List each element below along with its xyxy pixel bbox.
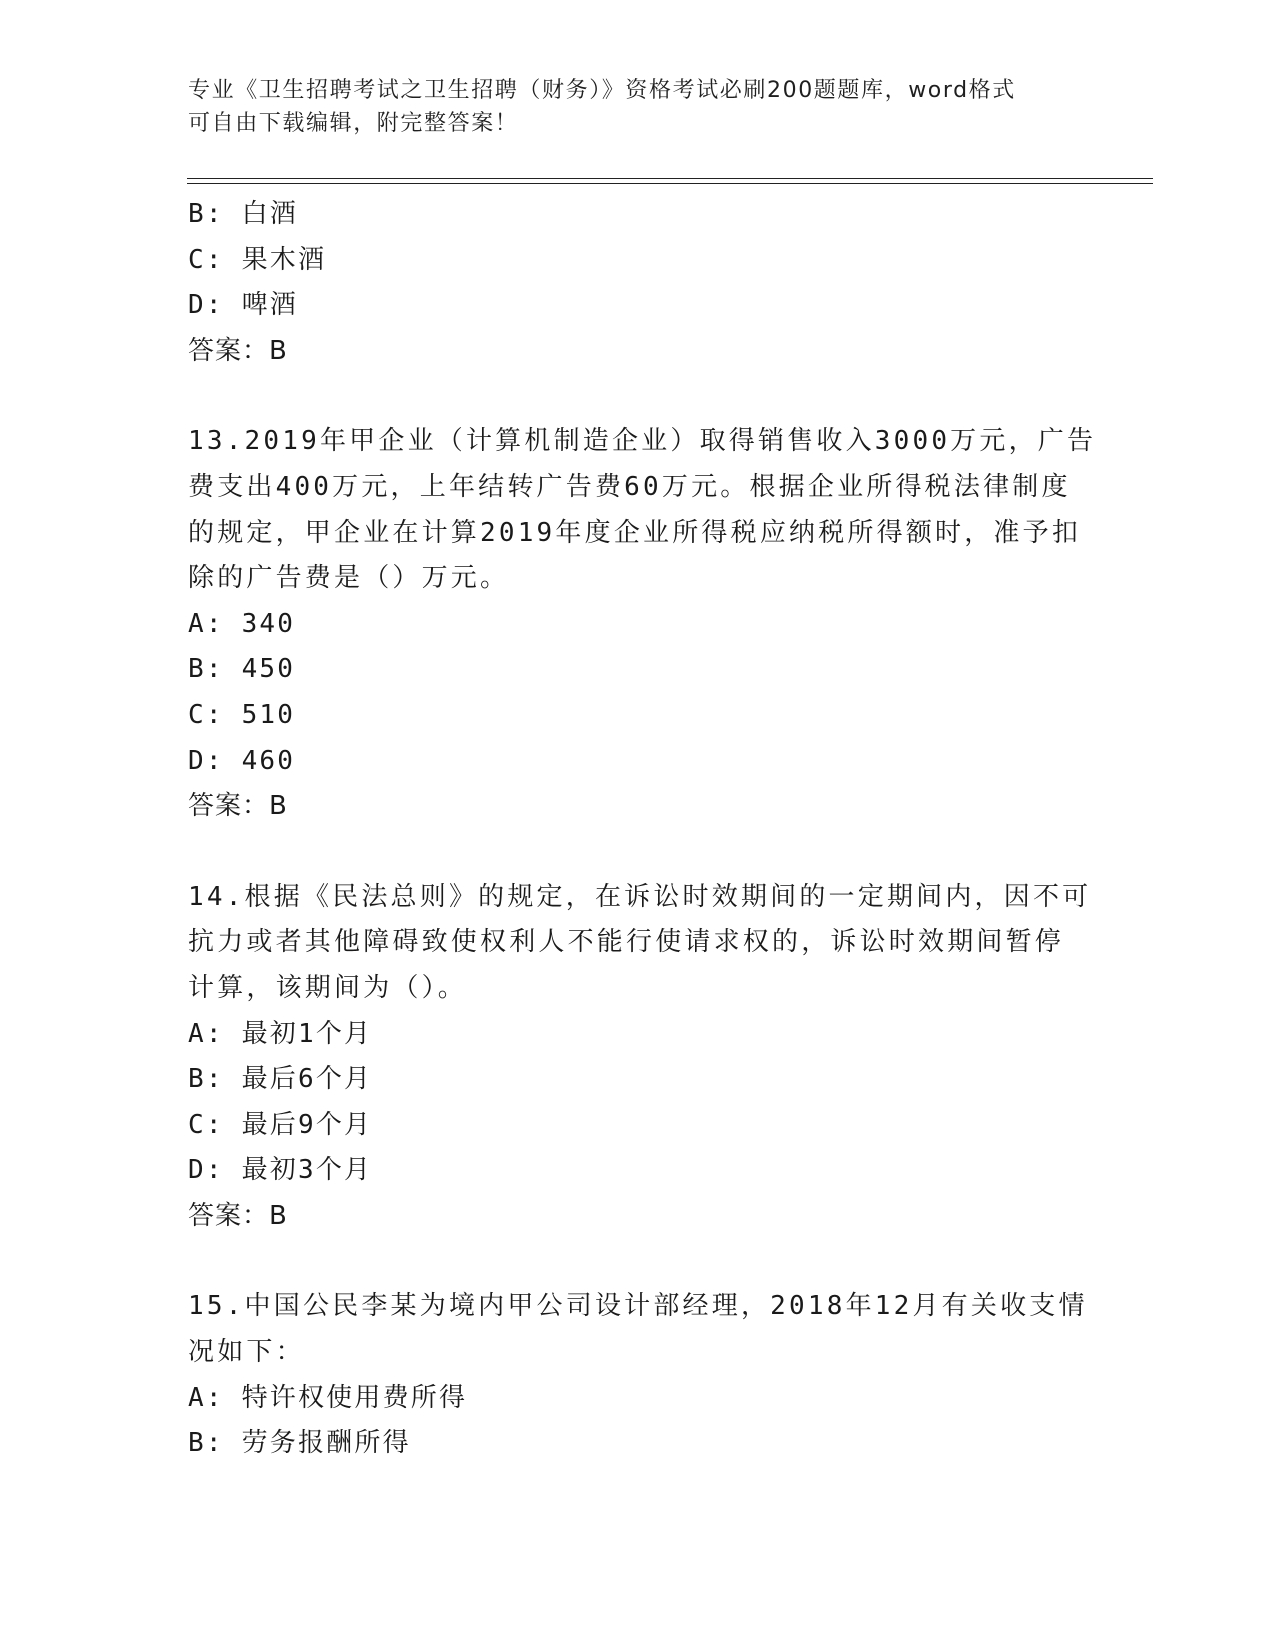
header-line-1: 专业《卫生招聘考试之卫生招聘（财务）》资格考试必刷200题题库，word格式 [188, 78, 1016, 103]
option-b: B: 劳务报酬所得 [188, 1428, 411, 1459]
option-a: A: 特许权使用费所得 [188, 1382, 468, 1413]
option-a: A: 340 [188, 608, 296, 639]
option-b: B: 白酒 [188, 199, 298, 229]
option-a: A: 最初1个月 [188, 1018, 373, 1049]
option-b: B: 450 [188, 654, 296, 685]
header-divider-top [187, 178, 1153, 179]
answer: 答案：B [188, 1200, 288, 1231]
option-d: D: 460 [188, 745, 296, 776]
question-list [188, 192, 1097, 1467]
answer: 答案：B [188, 335, 288, 366]
question-13 [188, 419, 1097, 829]
question-12-continued [188, 192, 1088, 374]
option-c: C: 最后9个月 [188, 1109, 373, 1140]
option-c: C: 510 [188, 699, 296, 730]
option-d: D: 最初3个月 [188, 1155, 373, 1186]
answer: 答案：B [188, 791, 288, 822]
question-stem-line: 13.2019年甲企业（计算机制造企业）取得销售收入3000万元，广告 [188, 426, 1097, 457]
option-d: D: 啤酒 [188, 290, 298, 321]
document-header [188, 74, 1068, 140]
question-stem-line: 除的广告费是（）万元。 [188, 563, 510, 594]
question-stem-line: 费支出400万元，上年结转广告费60万元。根据企业所得税法律制度 [188, 471, 1071, 502]
question-14 [188, 875, 1092, 1240]
question-stem-line: 计算，该期间为（）。 [188, 972, 468, 1003]
question-stem-line: 抗力或者其他障碍致使权利人不能行使请求权的，诉讼时效期间暂停 [188, 927, 1065, 958]
question-stem-line: 14.根据《民法总则》的规定，在诉讼时效期间的一定期间内，因不可 [188, 881, 1092, 912]
option-b: B: 最后6个月 [188, 1064, 373, 1095]
header-line-2: 可自由下载编辑，附完整答案！ [188, 111, 519, 136]
question-15 [188, 1284, 1088, 1466]
question-stem-line: 的规定，甲企业在计算2019年度企业所得税应纳税所得额时，准予扣 [188, 517, 1082, 548]
option-c: C: 果木酒 [188, 244, 327, 275]
header-divider-bottom [187, 183, 1153, 184]
question-stem-line: 15.中国公民李某为境内甲公司设计部经理，2018年12月有关收支情 [188, 1291, 1088, 1322]
question-stem-line: 况如下： [188, 1337, 305, 1368]
